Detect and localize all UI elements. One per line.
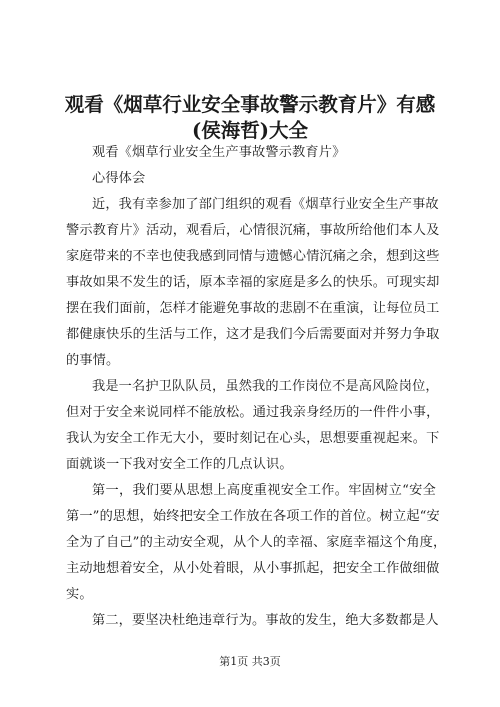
paragraph-line: 近，我有幸参加了部门组织的观看《烟草行业安全生产事故 — [92, 197, 439, 212]
paragraph-line: 都健康快乐的生活与工作，这才是我们今后需要面对并努力争取 — [66, 327, 440, 342]
paragraph-line: 实。 — [66, 587, 93, 602]
section-label: 心得体会 — [92, 171, 146, 186]
document-title-line-1: 观看《烟草行业安全事故警示教育片》有感 — [64, 93, 436, 116]
paragraph-line: 摆在我们面前，怎样才能避免事故的悲剧不在重演，让每位员工 — [66, 301, 440, 316]
paragraph-line: 第一”的思想，始终把安全工作放在各项工作的首位。树立起“安 — [66, 509, 440, 524]
page-footer: 第1页 共3页 — [219, 655, 281, 668]
paragraph-line: 全为了自己”的主动安全观，从个人的幸福、家庭幸福这个角度， — [66, 535, 447, 550]
paragraph-line: 我是一名护卫队队员，虽然我的工作岗位不是高风险岗位， — [92, 379, 439, 394]
document-title-line-2: (侯海哲)大全 — [192, 119, 308, 142]
paragraph-line: 但对于安全来说同样不能放松。通过我亲身经历的一件件小事， — [66, 405, 440, 420]
paragraph-line: 的事情。 — [66, 353, 120, 368]
paragraph-line: 我认为安全工作无大小，要时刻记在心头，思想要重视起来。下 — [66, 431, 440, 446]
paragraph-line: 面就谈一下我对安全工作的几点认识。 — [66, 457, 293, 472]
paragraph-line: 第一，我们要从思想上高度重视安全工作。牢固树立“安全 — [92, 483, 436, 498]
paragraph-line: 事故如果不发生的话，原本幸福的家庭是多么的快乐。可现实却 — [66, 275, 440, 290]
paragraph-line: 家庭带来的不幸也使我感到同情与遗憾心情沉痛之余，想到这些 — [66, 249, 440, 264]
paragraph-line: 第二，要坚决杜绝违章行为。事故的发生，绝大多数都是人 — [92, 613, 439, 628]
paragraph-line: 警示教育片》活动，观看后，心情很沉痛，事故所给他们本人及 — [66, 223, 440, 238]
paragraph-line: 主动地想着安全，从小处着眼，从小事抓起，把安全工作做细做 — [66, 561, 440, 576]
subtitle: 观看《烟草行业安全生产事故警示教育片》 — [92, 145, 346, 160]
